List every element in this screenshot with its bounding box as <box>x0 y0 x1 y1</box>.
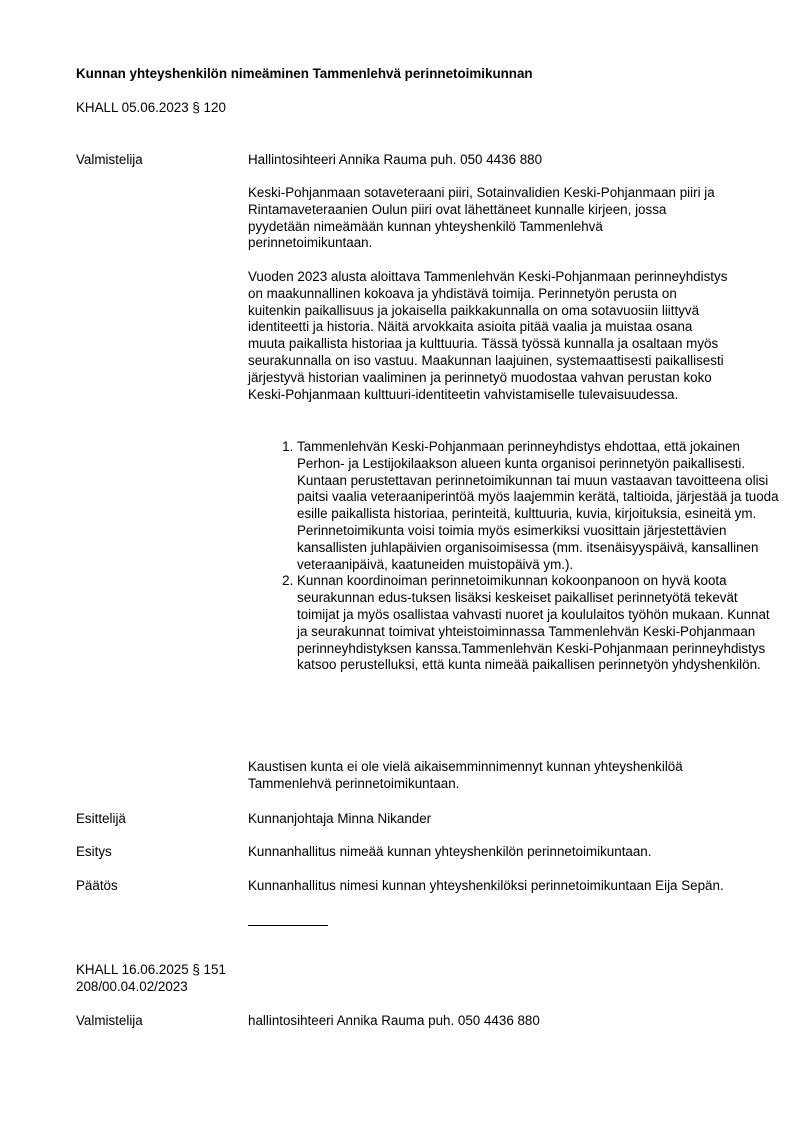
list-item: 2. Kunnan koordinoiman perinnetoimikunnan kokoonpanoon on hyvä koota seurakunnan edus-tuksen lisäksi keskeiset paikalliset perinnetyötä tekevät toimijat ja myös osallistaa vahvasti nuoret ja koululaitos työhön mukaan. Kunnat ja seurakunnat toimivat yhteistoiminnassa Tammenlehvän Keski-Pohjanmaan perinneyhdistyksen kanssa.Tammenlehvän Keski-Pohjanmaan perinneyhdistys katsoo perustelluksi, että kunta nimeää paikallisen perinnetyön yhdyshenkilön. <box>297 573 779 674</box>
document-title: Kunnan yhteyshenkilön nimeäminen Tammenlehvä perinnetoimikunnan <box>76 66 533 81</box>
esittelija-label: Esittelijä <box>76 811 126 826</box>
paragraph-1: Keski-Pohjanmaan sotaveteraani piiri, Sotainvalidien Keski-Pohjanmaan piiri ja Rintamaveteraanien Oulun piiri ovat lähettäneet kunnalle kirjeen, jossa pyydetään nimeämään kunnan yhteyshenkilö Tammenlehvä perinnetoimikuntaan. <box>248 185 715 251</box>
esitys-value: Kunnanhallitus nimeää kunnan yhteyshenkilön perinnetoimikuntaan. <box>248 844 652 859</box>
status-paragraph <box>248 759 730 793</box>
numbered-list <box>248 439 779 674</box>
meeting-reference-2: KHALL 16.06.2025 § 151 <box>76 962 226 977</box>
diary-number: 208/00.04.02/2023 <box>76 979 188 994</box>
meeting-reference: KHALL 05.06.2023 § 120 <box>76 100 226 115</box>
paatos-label: Päätös <box>76 878 118 893</box>
paatos-value: Kunnanhallitus nimesi kunnan yhteyshenkilöksi perinnetoimikuntaan Eija Sepän. <box>248 878 724 893</box>
esittelija-value: Kunnanjohtaja Minna Nikander <box>248 811 432 826</box>
valmistelija2-value: hallintosihteeri Annika Rauma puh. 050 4436 880 <box>248 1013 540 1028</box>
valmistelija-value: Hallintosihteeri Annika Rauma puh. 050 4436 880 <box>248 152 543 167</box>
background-paragraph <box>248 269 730 403</box>
paragraph-3: Kaustisen kunta ei ole vielä aikaisemminnimennyt kunnan yhteyshenkilöä Tammenlehvä perinnetoimikuntaan. <box>248 759 683 791</box>
paragraph-2: Vuoden 2023 alusta aloittava Tammenlehvän Keski-Pohjanmaan perinneyhdistys on maakunnallinen kokoava ja yhdistävä toimija. Perinnetyön perusta on kuitenkin paikallisuus ja jokaisella paikkakunnalla on oma sotavuosiin liittyvä identiteetti ja historia. Näitä arvokkaita asioita pitää vaalia ja muistaa osana muuta paikallista historiaa ja kulttuuria. Tässä työssä kunnalla ja osaltaan myös seurakunnalla on iso vastuu. Maakunnan laajuinen, systemaattisesti paikallisesti järjestyvä historian vaaliminen ja perinnetyö muodostaa vahvan perustan koko Keski-Pohjanmaan kulttuuri-identiteetin vahvistamiselle tulevaisuudessa. <box>248 269 728 402</box>
esitys-label: Esitys <box>76 844 112 859</box>
valmistelija2-label: Valmistelija <box>76 1013 143 1028</box>
valmistelija-label: Valmistelija <box>76 152 143 167</box>
list-item: 1. Tammenlehvän Keski-Pohjanmaan perinneyhdistys ehdottaa, että jokainen Perhon- ja Lestijokilaakson alueen kunta organisoi perinnetyön paikallisesti. Kuntaan perustettavan perinnetoimikunnan tai muun vastaavan tavoitteena olisi paitsi vaalia veteraaniperintöä myös laajemmin kerätä, taltioida, järjestää ja tuoda esille paikallista historiaa, perinteitä, kulttuuria, kuvia, kirjoituksia, esineitä ym. Perinnetoimikunta voisi toimia myös esimerkiksi vuosittain järjestettävien kansallisten juhlapäivien organisoimisessa (mm. itsenäisyyspäivä, kansallinen veteraanipäivä, kaatuneiden muistopäivä ym.). <box>297 439 779 573</box>
section-divider <box>248 925 328 926</box>
intro-paragraph <box>248 185 730 252</box>
